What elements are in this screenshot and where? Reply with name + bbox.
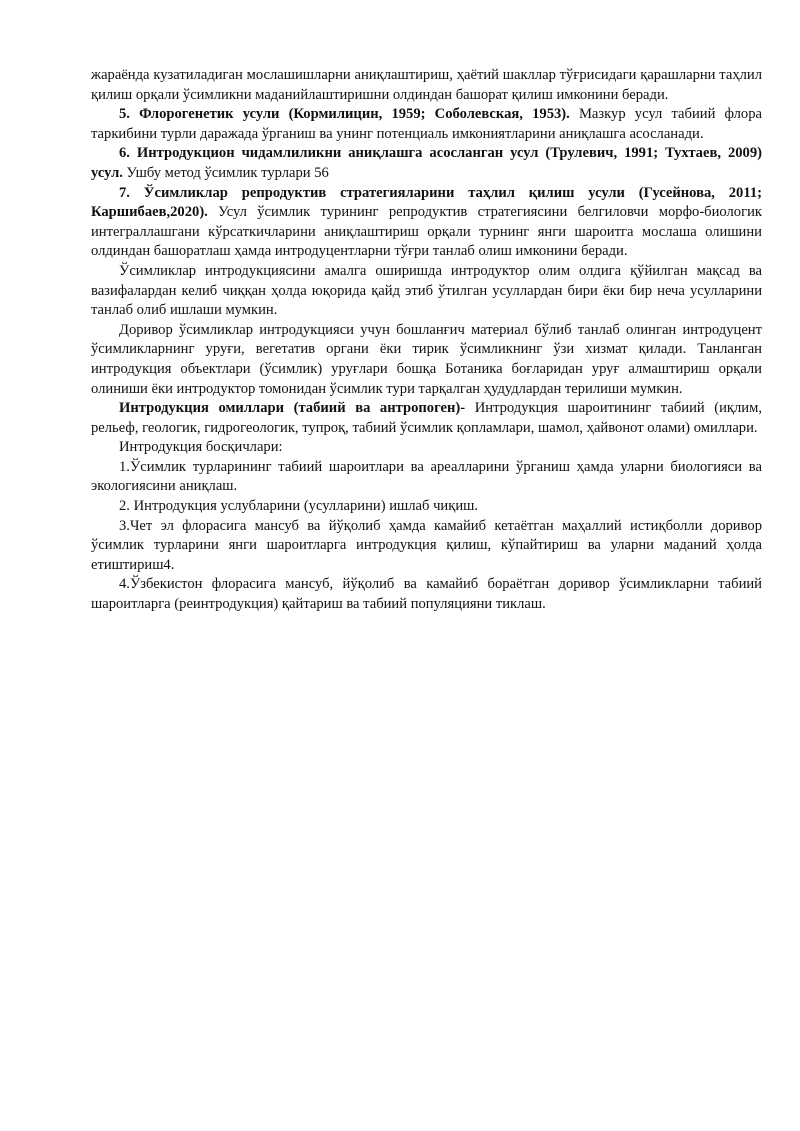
paragraph-text: Ўсимликлар интродукциясини амалга оширишда интродуктор олим олдига қўйилган мақсад ва вазифалардан келиб чиққан ҳолда юқорида қайд этиб ўтилган усуллардан бири ёки бир неча усулларини танлаб олиб ишлаши мумкин. bbox=[91, 262, 762, 319]
paragraph-text: 1.Ўсимлик турларининг табиий шароитлари ва ареалларини ўрганиш ҳамда уларни биологияси ва экологиясини аниқлаш. bbox=[91, 458, 762, 495]
paragraph-stages-title bbox=[91, 438, 762, 458]
paragraph-text: Ушбу метод ўсимлик турлари 56 bbox=[122, 164, 329, 181]
paragraph-starting-material bbox=[91, 321, 762, 399]
paragraph-heading: 6. Интродукцион чидамлиликни аниқлашга асосланган усул (Трулевич, 1991; Тухтаев, 2009) усул. bbox=[91, 145, 762, 181]
paragraph-method-6 bbox=[91, 144, 762, 183]
paragraph-text: Доривор ўсимликлар интродукцияси учун бошланғич материал бўлиб танлаб олинган интродуцент ўсимликларнинг уруғи, вегетатив органи ёки тирик ўсимликнинг ўзи хизмат қилади. Танланган интродукция объектлари (ўсимлик) уруғлари бошқа Ботаника боғларидан уруғ алмаштириш орқали олиниши ёки интродуктор томонидан ўсимлик тури тарқалган ҳудудлардан терилиши мумкин. bbox=[91, 321, 762, 397]
paragraph-method-5 bbox=[91, 105, 762, 144]
paragraph-heading: 5. Флорогенетик усули (Кормилицин, 1959; Соболевская, 1953). bbox=[119, 106, 570, 123]
paragraph-text: Интродукция босқичлари: bbox=[119, 439, 283, 456]
paragraph-text: Усул ўсимлик турининг репродуктив стратегиясини белгиловчи морфо-биологик интеграллашгани кўрсаткичларини аниқлаштириш орқали турнинг янги шароитга мослаша олишини олдиндан башоратлаш ҳамда интродуцентларни тўғри танлаб олиш имконини беради. bbox=[91, 204, 762, 260]
document-page bbox=[91, 66, 762, 615]
list-item-stage-3 bbox=[91, 517, 762, 576]
paragraph-heading: 7. Ўсимликлар репродуктив стратегияларини таҳлил қилиш усули (Гусейнова, 2011; Каршибаев,2020). bbox=[91, 184, 762, 221]
list-item-stage-2 bbox=[91, 497, 762, 517]
paragraph-text: 4.Ўзбекистон флорасига мансуб, йўқолиб ва камайиб бораётган доривор ўсимликларни табиий шароитларга (реинтродукция) қайтариш ва табиий популяцияни тиклаш. bbox=[91, 576, 762, 613]
paragraph-text: Мазкур усул табиий флора таркибини турли даражада ўрганиш ва унинг потенциаль имкониятларини аниқлашга асосланади. bbox=[91, 106, 762, 142]
paragraph-introduction-factors bbox=[91, 399, 762, 438]
paragraph-method-7 bbox=[91, 184, 762, 262]
paragraph-text: жараёнда кузатиладиган мослашишларни аниқлаштириш, ҳаётий шакллар тўғрисидаги қарашларни таҳлил қилиш орқали ўсимликни маданийлаштиришни олдиндан башорат қилиш имконини беради. bbox=[91, 67, 762, 103]
paragraph-continuation bbox=[91, 66, 762, 105]
list-item-stage-1 bbox=[91, 458, 762, 497]
paragraph-text: Интродукция шароитининг табиий (иқлим, рельеф, геологик, гидрогеологик, тупроқ, табиий ўсимлик қопламлари, шамол, ҳайвонот олами) омиллари. bbox=[91, 400, 762, 436]
paragraph-heading: Интродукция омиллари (табиий ва антропоген)- bbox=[119, 400, 466, 417]
paragraph-introduction-choice bbox=[91, 262, 762, 321]
list-item-stage-4 bbox=[91, 575, 762, 614]
paragraph-text: 3.Чет эл флорасига мансуб ва йўқолиб ҳамда камайиб кетаётган маҳаллий истиқболли доривор ўсимлик турларини янги шароитларга интродукция қилиш, кўпайтириш ва уларни маданий ҳолда етиштириш4. bbox=[91, 517, 762, 573]
paragraph-text: 2. Интродукция услубларини (усулларини) ишлаб чиқиш. bbox=[119, 498, 479, 515]
